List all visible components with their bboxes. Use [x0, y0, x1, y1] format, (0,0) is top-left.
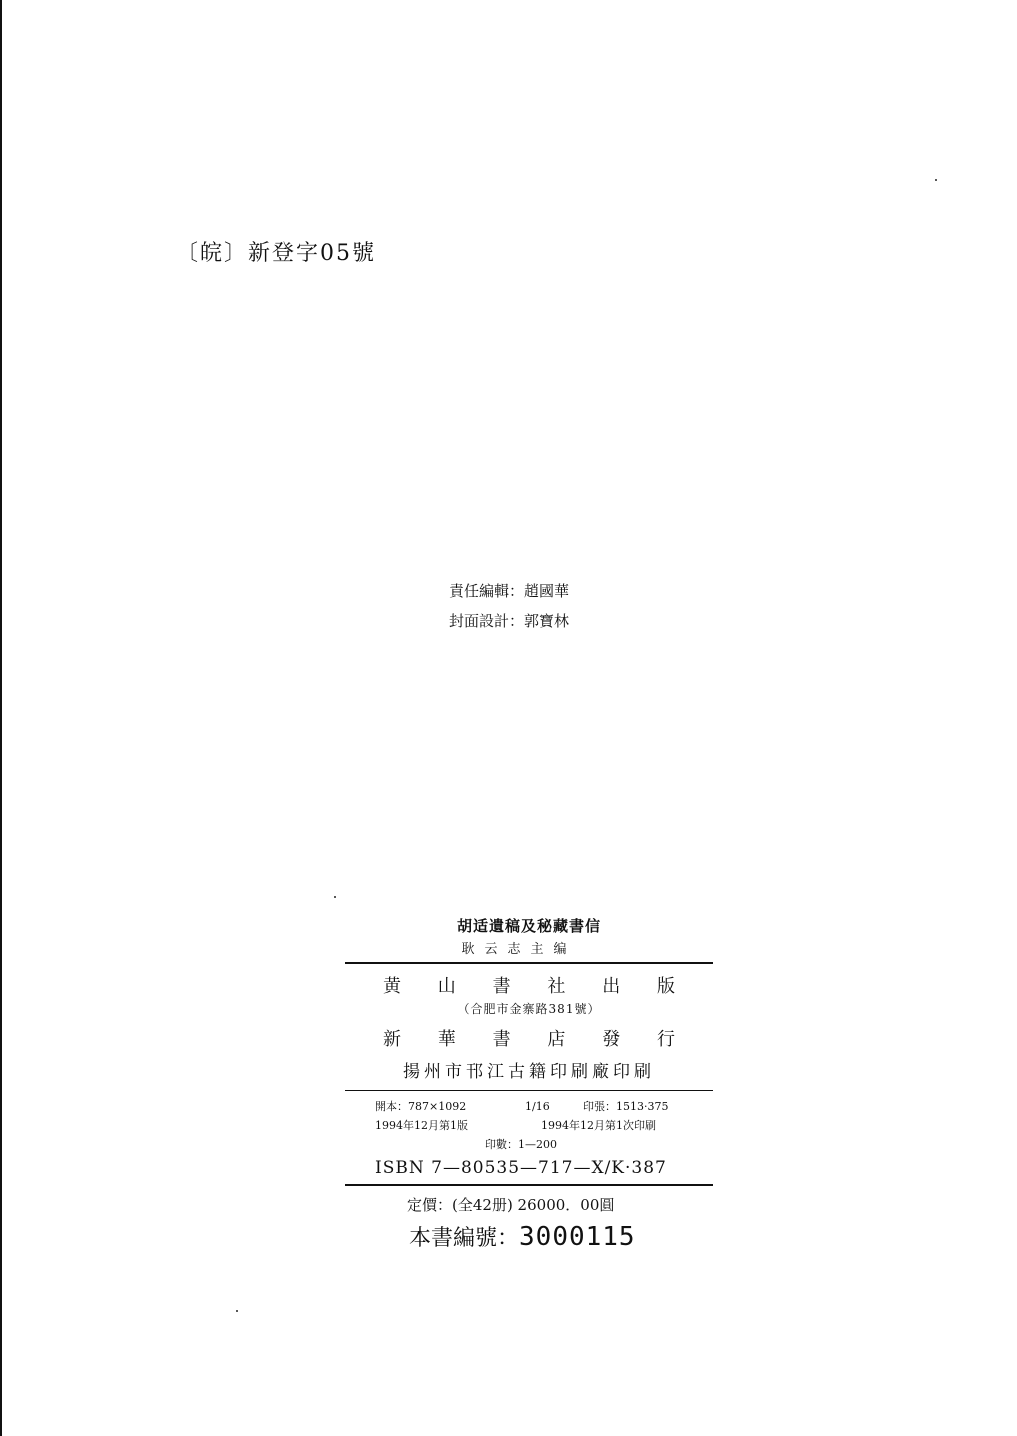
publisher-char: 黄 [383, 976, 401, 997]
cover-designer-name: 郭寶林 [524, 612, 570, 630]
publisher-address: （合肥市金寨路381號） [457, 1002, 601, 1016]
book-title: 胡适遺稿及秘藏書信 [456, 917, 601, 935]
isbn: ISBN 7—80535—717—X/K·387 [375, 1158, 667, 1178]
printing-date: 1994年12月第1次印刷 [541, 1119, 656, 1132]
print-speck [935, 179, 937, 181]
distributor-char: 店 [547, 1029, 566, 1050]
edition-date: 1994年12月第1版 [375, 1119, 468, 1132]
divider [345, 1184, 713, 1186]
distributor-char: 新 [383, 1029, 401, 1050]
publisher-line [345, 972, 713, 998]
page-edge-rule [0, 0, 2, 1436]
format-fraction: 1/16 [525, 1100, 550, 1113]
distributor-line [345, 1025, 713, 1051]
book-format: 開本：787×1092 [375, 1100, 467, 1113]
distributor-char: 書 [492, 1029, 511, 1050]
price: 定價：(全42册) 26000．00圓 [407, 1196, 615, 1214]
publication-specs [345, 1097, 713, 1154]
chief-editor: 耿云志主编 [461, 942, 577, 957]
divider [345, 962, 713, 964]
distributor-char: 發 [602, 1029, 621, 1050]
responsible-editor-name: 趙國華 [524, 582, 570, 600]
responsible-editor: 責任編輯：趙國華 [449, 582, 570, 600]
divider [345, 1090, 713, 1091]
cover-designer-label: 封面設計 [449, 612, 510, 630]
publisher-char: 版 [656, 976, 675, 997]
cover-designer: 封面設計：郭寶林 [449, 612, 570, 630]
book-number [345, 1221, 713, 1252]
printer-line: 揚州市邗江古籍印刷廠印刷 [403, 1062, 655, 1082]
print-speck [334, 896, 336, 898]
staff-credits [449, 576, 569, 636]
distributor-char: 行 [656, 1029, 675, 1050]
distributor-char: 華 [437, 1029, 456, 1050]
book-number-value: 3000115 [519, 1222, 636, 1252]
print-run: 印數：1—200 [485, 1138, 557, 1151]
registration-number: 〔皖〕新登字05號 [176, 241, 376, 266]
printed-sheets: 印張：1513·375 [583, 1100, 669, 1113]
colophon-block [345, 915, 713, 1252]
publisher-char: 山 [437, 976, 456, 997]
publisher-char: 書 [492, 976, 511, 997]
book-number-label: 本書編號： [409, 1226, 520, 1251]
print-speck [236, 1310, 238, 1312]
publisher-char: 社 [547, 976, 566, 997]
publisher-char: 出 [602, 976, 621, 997]
responsible-editor-label: 責任編輯 [449, 582, 510, 600]
